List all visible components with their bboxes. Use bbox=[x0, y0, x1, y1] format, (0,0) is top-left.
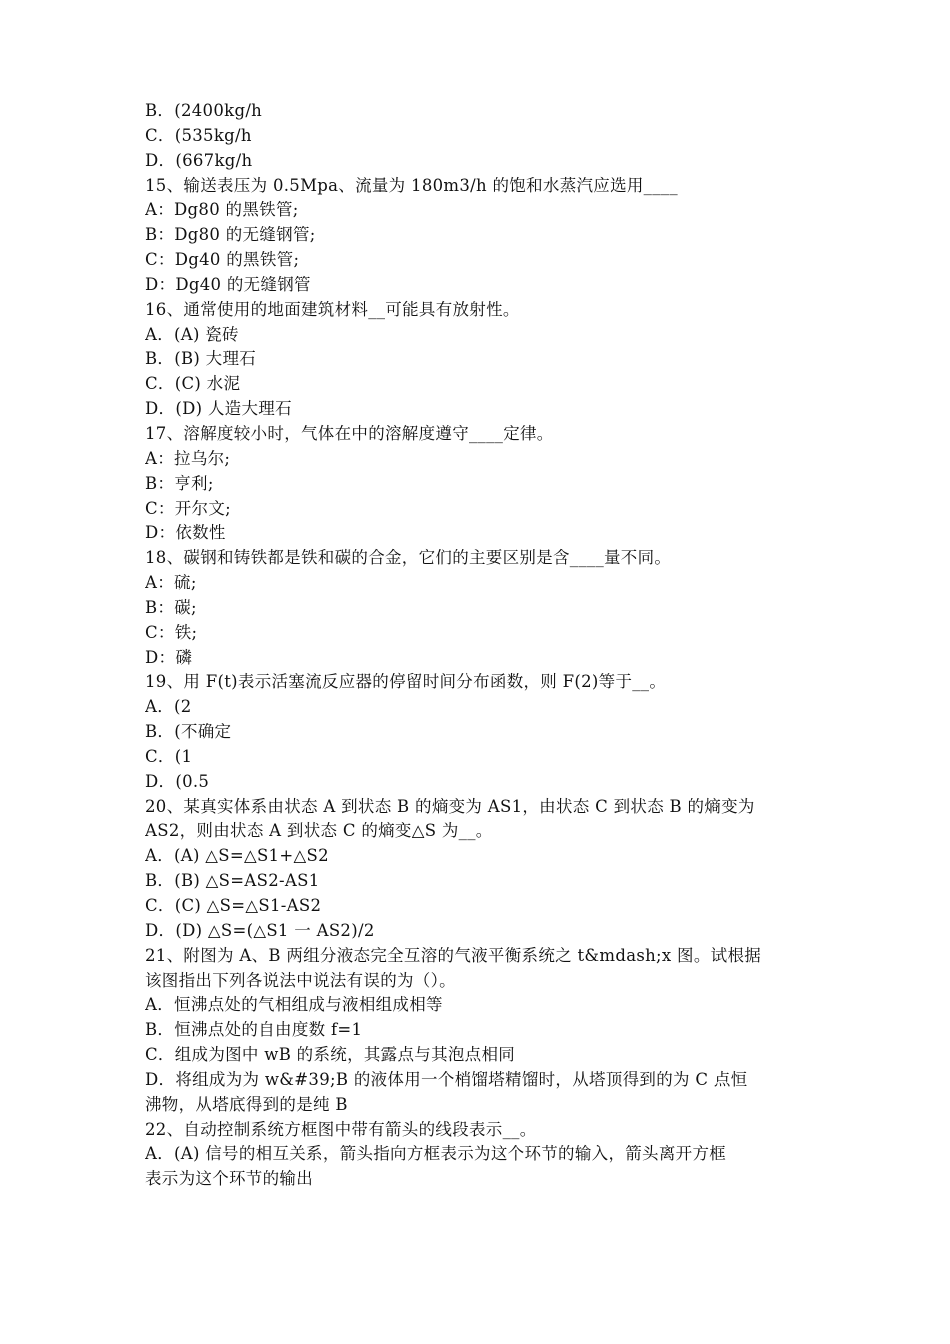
question-17: 17、溶解度较小时，气体在中的溶解度遵守____定律。 bbox=[145, 423, 554, 443]
option-line: C．(535kg/h bbox=[145, 125, 252, 145]
option-line: B．(2400kg/h bbox=[145, 101, 263, 120]
question-20: 20、某真实体系由状态 A 到状态 B 的熵变为 AS1，由状态 C 到状态 B 的熵变为 bbox=[145, 796, 755, 816]
option-line: D．(D) △S=(△S1 一 AS2)/2 bbox=[145, 920, 375, 940]
option-line: C．(C) 水泥 bbox=[145, 374, 241, 394]
option-line: D：Dg40 的无缝钢管 bbox=[145, 274, 311, 294]
option-line: D．(667kg/h bbox=[145, 150, 253, 170]
option-line: C．(C) △S=△S1-AS2 bbox=[145, 896, 322, 915]
option-line: A．恒沸点处的气相组成与液相组成相等 bbox=[145, 995, 443, 1015]
question-20-continued: AS2，则由状态 A 到状态 C 的熵变△S 为__。 bbox=[145, 821, 493, 841]
option-line: C：开尔文; bbox=[145, 498, 231, 518]
option-line: D．将组成为为 w&#39;B 的液体用一个梢馏塔精馏时，从塔顶得到的为 C 点恒 bbox=[145, 1069, 748, 1089]
option-line: A．(2 bbox=[145, 697, 192, 717]
question-16: 16、通常使用的地面建筑材料__可能具有放射性。 bbox=[145, 299, 520, 319]
option-line: B．(B) 大理石 bbox=[145, 349, 257, 369]
option-line: B．(不确定 bbox=[145, 722, 232, 742]
option-line-continued: 表示为这个环节的输出 bbox=[145, 1169, 313, 1189]
option-line: B．(B) △S=AS2-AS1 bbox=[145, 871, 320, 891]
option-line: C．组成为图中 wB 的系统，其露点与其泡点相同 bbox=[145, 1045, 516, 1065]
question-21: 21、附图为 A、B 两组分液态完全互溶的气液平衡系统之 t&mdash;x 图。试根据 bbox=[145, 945, 762, 965]
option-line: C．(1 bbox=[145, 746, 193, 766]
option-line: C：Dg40 的黑铁管; bbox=[145, 250, 300, 270]
question-18: 18、碳钢和铸铁都是铁和碳的合金，它们的主要区别是含____量不同。 bbox=[145, 548, 672, 568]
option-line: C：铁; bbox=[145, 622, 198, 642]
option-line-continued: 沸物，从塔底得到的是纯 B bbox=[145, 1094, 348, 1114]
option-line: A：硫; bbox=[145, 573, 197, 593]
option-line: A．(A) △S=△S1+△S2 bbox=[145, 846, 329, 866]
question-22: 22、自动控制系统方框图中带有箭头的线段表示__。 bbox=[145, 1119, 537, 1139]
option-line: A．(A) 信号的相互关系，箭头指向方框表示为这个环节的输入，箭头离开方框 bbox=[145, 1144, 727, 1164]
option-line: A．(A) 瓷砖 bbox=[145, 324, 239, 344]
document-body bbox=[145, 99, 813, 1192]
option-line: D．(0.5 bbox=[145, 771, 210, 791]
option-line: A：Dg80 的黑铁管; bbox=[145, 200, 299, 220]
question-19: 19、用 F(t)表示活塞流反应器的停留时间分布函数，则 F(2)等于__。 bbox=[145, 672, 667, 692]
option-line: D．(D) 人造大理石 bbox=[145, 399, 292, 419]
option-line: B．恒沸点处的自由度数 f=1 bbox=[145, 1020, 363, 1040]
option-line: B：Dg80 的无缝钢管; bbox=[145, 225, 316, 245]
option-line: D：磷 bbox=[145, 647, 193, 667]
question-15: 15、输送表压为 0.5Mpa、流量为 180m3/h 的饱和水蒸汽应选用____ bbox=[145, 175, 678, 195]
option-line: D：依数性 bbox=[145, 523, 226, 543]
option-line: B：亨利; bbox=[145, 473, 214, 493]
option-line: B：碳; bbox=[145, 597, 197, 617]
question-21-continued: 该图指出下列各说法中说法有误的为（）。 bbox=[145, 970, 456, 990]
option-line: A：拉乌尔; bbox=[145, 448, 231, 468]
